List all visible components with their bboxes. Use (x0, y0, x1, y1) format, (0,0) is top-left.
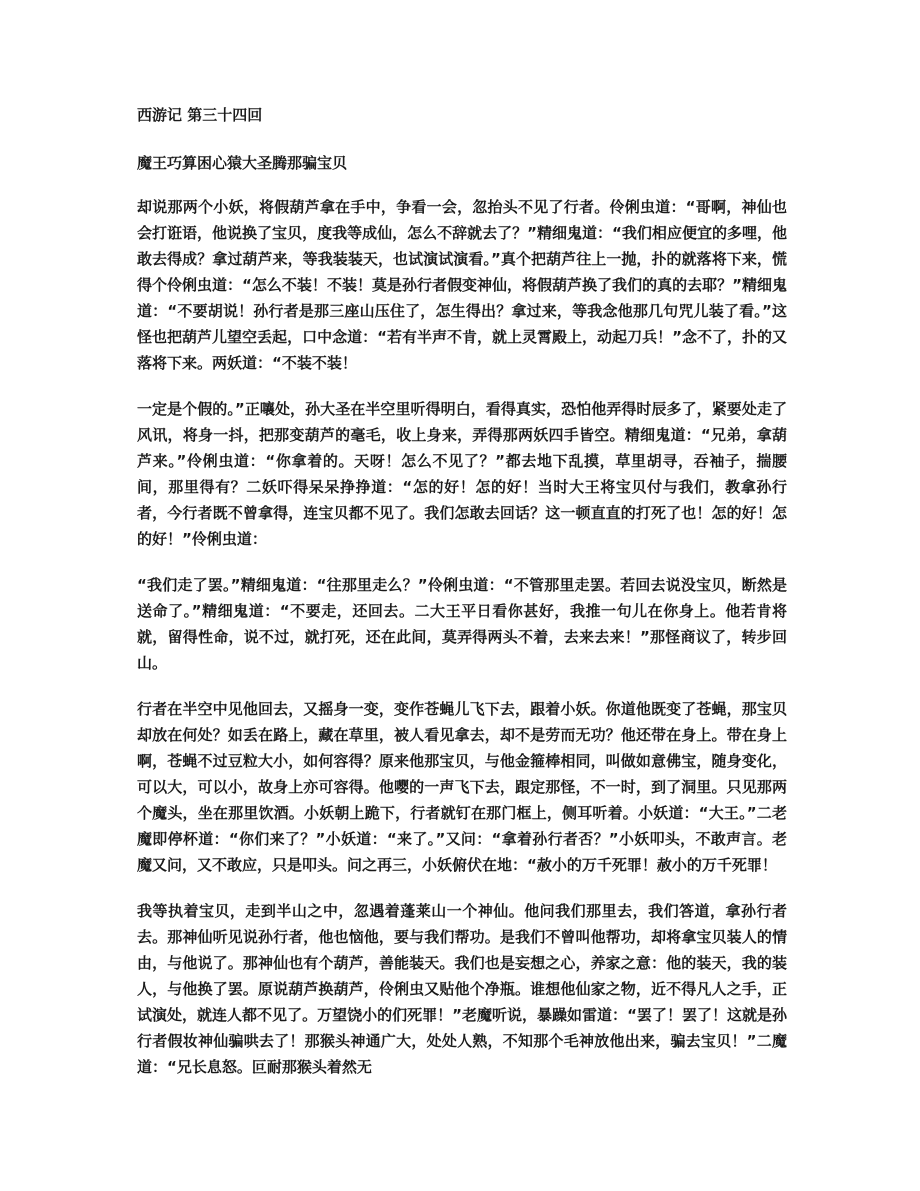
paragraph-1: 却说那两个小妖，将假葫芦拿在手中，争看一会，忽抬头不见了行者。伶俐虫道：“哥啊，神仙也会打诳语，他说换了宝贝，度我等成仙，怎么不辞就去了？”精细鬼道：“我们相应便宜的多哩，他敢去得成？拿过葫芦来，等我装装天，也试演试演看。”真个把葫芦往上一抛，扑的就落将下来，慌得个伶俐虫道：“怎么不装！不装！莫是孙行者假变神仙，将假葫芦换了我们的真的去耶？”精细鬼道：“不要胡说！孙行者是那三座山压住了，怎生得出？拿过来，等我念他那几句咒儿装了看。”这怪也把葫芦儿望空丢起，口中念道：“若有半声不肯，就上灵霄殿上，动起刀兵！”念不了，扑的又落将下来。两妖道：“不装不装！ (137, 198, 787, 372)
document-page (137, 104, 787, 1100)
paragraph-3: “我们走了罢。”精细鬼道：“往那里走么？”伶俐虫道：“不管那里走罢。若回去说没宝贝，断然是送命了。”精细鬼道：“不要走，还回去。二大王平日看你甚好，我推一句儿在你身上。他若肯将就，留得性命，说不过，就打死，还在此间，莫弄得两头不着，去来去来！”那怪商议了，转步回山。 (137, 576, 787, 672)
paragraph-2: 一定是个假的。”正嚷处，孙大圣在半空里听得明白，看得真实，恐怕他弄得时辰多了，紧要处走了风讯，将身一抖，把那变葫芦的毫毛，收上身来，弄得那两妖四手皆空。精细鬼道：“兄弟，拿葫芦来。”伶俐虫道：“你拿着的。天呀！怎么不见了？”都去地下乱摸，草里胡寻，吞袖子，揣腰间，那里得有？二妖吓得呆呆挣挣道：“怎的好！怎的好！当时大王将宝贝付与我们，教拿孙行者，今行者既不曾拿得，连宝贝都不见了。我们怎敢去回话？这一顿直直的打死了也！怎的好！怎的好！”伶俐虫道： (137, 400, 787, 548)
chapter-subtitle: 魔王巧算困心猿大圣腾那骗宝贝 (137, 154, 348, 172)
chapter-title: 西游记 第三十四回 (137, 106, 263, 124)
paragraph-4: 行者在半空中见他回去，又摇身一变，变作苍蝇儿飞下去，跟着小妖。你道他既变了苍蝇，那宝贝却放在何处？如丢在路上，藏在草里，被人看见拿去，却不是劳而无功？他还带在身上。带在身上啊，苍蝇不过豆粒大小，如何容得？原来他那宝贝，与他金箍棒相同，叫做如意佛宝，随身变化，可以大，可以小，故身上亦可容得。他嘤的一声飞下去，跟定那怪，不一时，到了洞里。只见那两个魔头，坐在那里饮酒。小妖朝上跪下，行者就钉在那门框上，侧耳听着。小妖道：“大王。”二老魔即停杯道：“你们来了？”小妖道：“来了。”又问：“拿着孙行者否？”小妖叩头，不敢声言。老魔又问，又不敢应，只是叩头。问之再三，小妖俯伏在地：“赦小的万千死罪！赦小的万千死罪！ (137, 700, 787, 874)
paragraph-5: 我等执着宝贝，走到半山之中，忽遇着蓬莱山一个神仙。他问我们那里去，我们答道，拿孙行者去。那神仙听见说孙行者，他也恼他，要与我们帮功。是我们不曾叫他帮功，却将拿宝贝装人的情由，与他说了。那神仙也有个葫芦，善能装天。我们也是妄想之心，养家之意：他的装天，我的装人，与他换了罢。原说葫芦换葫芦，伶俐虫又贴他个净瓶。谁想他仙家之物，近不得凡人之手，正试演处，就连人都不见了。万望饶小的们死罪！”老魔听说，暴躁如雷道：“罢了！罢了！这就是孙行者假妆神仙骗哄去了！那猴头神通广大，处处人熟，不知那个毛神放他出来，骗去宝贝！”二魔道：“兄长息怒。叵耐那猴头着然无 (137, 902, 787, 1076)
